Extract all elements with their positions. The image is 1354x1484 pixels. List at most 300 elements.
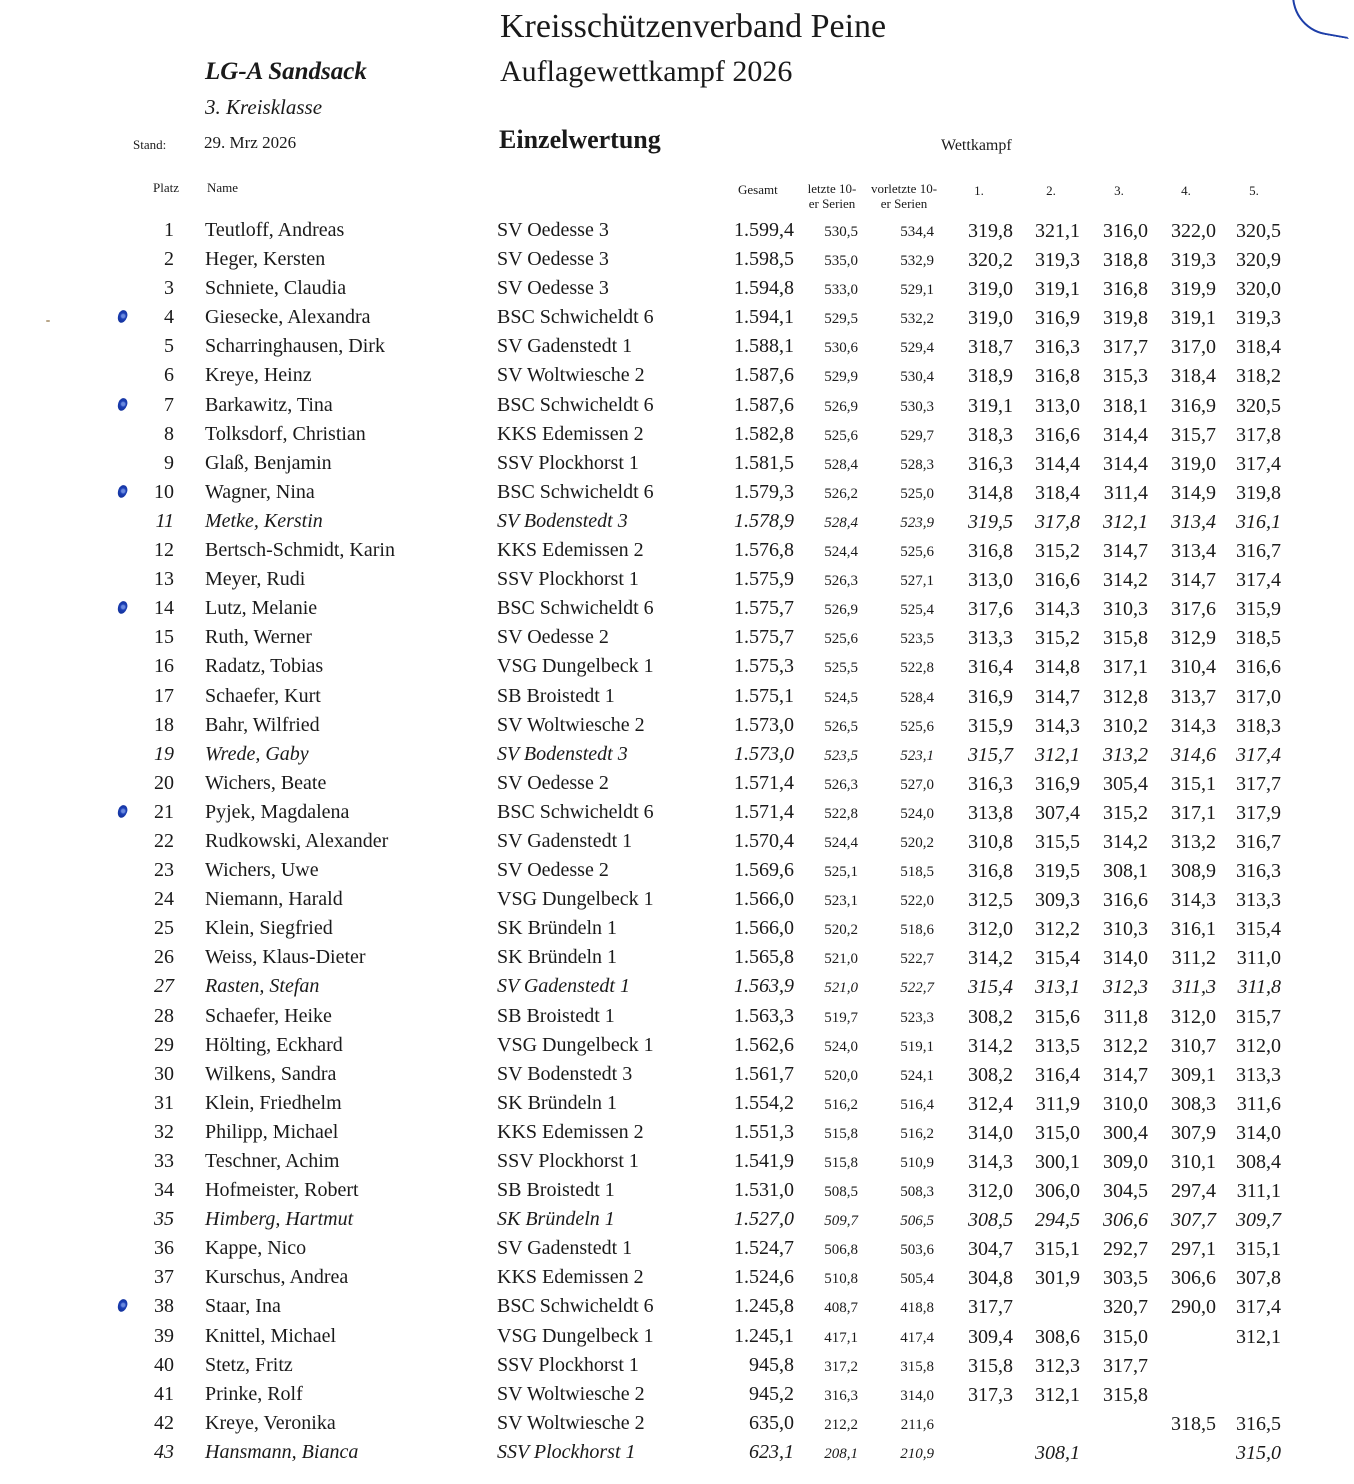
pen-dot-icon: [116, 309, 129, 324]
column-header-wettkampf-2: 2.: [1046, 183, 1056, 198]
cell-wettkampf-5: 315,4: [1236, 918, 1281, 941]
cell-gesamt: 1.531,0: [734, 1179, 794, 1202]
table-row: [0, 450, 1354, 479]
cell-wettkampf-4: 314,7: [1171, 569, 1216, 592]
cell-vorletzte-serien: 417,4: [900, 1329, 934, 1346]
cell-name: Giesecke, Alexandra: [205, 306, 371, 329]
pen-dot-icon: [116, 600, 129, 615]
cell-verein: BSC Schwicheldt 6: [497, 597, 654, 620]
cell-letzte-serien: 521,0: [824, 951, 858, 968]
cell-name: Bahr, Wilfried: [205, 713, 320, 736]
cell-vorletzte-serien: 524,0: [900, 805, 934, 822]
cell-verein: SSV Plockhorst 1: [497, 1150, 639, 1172]
cell-letzte-serien: 535,0: [824, 253, 858, 270]
cell-vorletzte-serien: 315,8: [900, 1358, 934, 1375]
cell-vorletzte-serien: 211,6: [900, 1416, 934, 1433]
table-row: [0, 421, 1354, 450]
cell-gesamt: 1.578,9: [734, 509, 794, 532]
cell-vorletzte-serien: 525,4: [900, 602, 934, 619]
cell-wettkampf-2: 308,1: [1035, 1441, 1080, 1464]
cell-wettkampf-5: 313,3: [1236, 889, 1281, 912]
cell-wettkampf-3: 312,2: [1103, 1034, 1148, 1057]
cell-gesamt: 1.587,6: [734, 364, 794, 387]
cell-verein: BSC Schwicheldt 6: [497, 393, 654, 416]
cell-wettkampf-4: 319,1: [1171, 307, 1216, 330]
table-row: [0, 392, 1354, 421]
cell-wettkampf-1: 316,9: [968, 685, 1013, 708]
cell-wettkampf-2: 315,4: [1035, 947, 1080, 970]
cell-name: Teutloff, Andreas: [205, 219, 345, 241]
cell-platz: 7: [164, 393, 174, 416]
cell-gesamt: 1.575,7: [734, 626, 794, 649]
cell-verein: BSC Schwicheldt 6: [497, 306, 654, 329]
cell-wettkampf-2: 316,4: [1035, 1063, 1080, 1086]
table-row: [0, 1293, 1354, 1322]
cell-wettkampf-1: 317,7: [968, 1296, 1013, 1319]
cell-wettkampf-4: 310,4: [1171, 656, 1216, 679]
cell-wettkampf-5: 320,5: [1236, 220, 1281, 242]
cell-wettkampf-1: 309,4: [968, 1325, 1013, 1348]
cell-verein: SK Bründeln 1: [497, 1208, 615, 1231]
cell-vorletzte-serien: 520,2: [900, 834, 934, 851]
cell-verein: SSV Plockhorst 1: [497, 1440, 636, 1463]
cell-letzte-serien: 519,7: [824, 1009, 858, 1026]
cell-wettkampf-5: 317,4: [1236, 1296, 1281, 1319]
cell-gesamt: 945,2: [749, 1382, 794, 1405]
cell-name: Rasten, Stefan: [205, 975, 320, 998]
cell-wettkampf-1: 304,8: [968, 1267, 1013, 1290]
cell-wettkampf-2: 301,9: [1035, 1267, 1080, 1290]
cell-wettkampf-1: 313,8: [968, 801, 1013, 824]
cell-verein: SV Woltwiesche 2: [497, 713, 645, 736]
cell-wettkampf-3: 303,5: [1103, 1267, 1148, 1290]
cell-wettkampf-2: 315,5: [1035, 830, 1080, 853]
cell-wettkampf-4: 319,9: [1171, 278, 1216, 301]
cell-vorletzte-serien: 528,4: [900, 689, 934, 706]
cell-name: Prinke, Rolf: [205, 1382, 303, 1405]
table-row: [0, 1235, 1354, 1264]
cell-wettkampf-3: 310,3: [1103, 598, 1148, 621]
cell-wettkampf-2: 312,2: [1035, 918, 1080, 941]
cell-wettkampf-4: 308,9: [1171, 860, 1216, 883]
cell-wettkampf-2: 314,3: [1035, 598, 1080, 621]
cell-letzte-serien: 528,4: [824, 514, 858, 531]
cell-name: Schaefer, Heike: [205, 1004, 332, 1027]
table-row: [0, 1352, 1354, 1381]
cell-verein: KKS Edemissen 2: [497, 1266, 644, 1289]
cell-verein: SV Gadenstedt 1: [497, 975, 630, 998]
cell-platz: 39: [154, 1324, 174, 1347]
cell-wettkampf-5: 316,7: [1236, 830, 1281, 853]
cell-gesamt: 1.524,6: [734, 1266, 794, 1289]
cell-wettkampf-5: 317,0: [1236, 685, 1281, 708]
cell-wettkampf-4: 318,4: [1171, 365, 1216, 388]
table-row: [0, 217, 1354, 246]
cell-letzte-serien: 212,2: [824, 1416, 858, 1433]
cell-wettkampf-4: 315,7: [1171, 423, 1216, 446]
cell-wettkampf-1: 320,2: [968, 249, 1013, 272]
cell-letzte-serien: 208,1: [824, 1445, 858, 1462]
cell-letzte-serien: 529,5: [824, 311, 858, 328]
pen-mark-arc: [1286, 0, 1354, 39]
column-header-wettkampf-5: 5.: [1249, 183, 1259, 198]
cell-wettkampf-1: 314,0: [968, 1121, 1013, 1144]
cell-vorletzte-serien: 508,3: [900, 1184, 934, 1201]
cell-gesamt: 1.554,2: [734, 1091, 794, 1114]
cell-wettkampf-1: 308,5: [968, 1209, 1013, 1232]
table-row: [0, 1090, 1354, 1119]
cell-verein: BSC Schwicheldt 6: [497, 480, 654, 503]
cell-wettkampf-2: 316,6: [1035, 569, 1080, 592]
cell-gesamt: 1.579,3: [734, 480, 794, 503]
cell-verein: SV Oedesse 3: [497, 248, 609, 271]
cell-name: Ruth, Werner: [205, 626, 312, 649]
cell-letzte-serien: 525,6: [824, 427, 858, 444]
cell-wettkampf-4: 290,0: [1171, 1296, 1216, 1319]
cell-wettkampf-2: 314,4: [1035, 452, 1080, 475]
cell-wettkampf-3: 292,7: [1103, 1238, 1148, 1261]
cell-name: Niemann, Harald: [205, 888, 343, 911]
table-row: [0, 857, 1354, 886]
cell-wettkampf-1: 315,9: [968, 714, 1013, 737]
cell-wettkampf-2: 316,3: [1035, 336, 1080, 359]
cell-name: Klein, Siegfried: [205, 917, 333, 940]
cell-wettkampf-5: 307,8: [1236, 1267, 1281, 1290]
cell-gesamt: 1.575,1: [734, 684, 794, 707]
cell-vorletzte-serien: 522,8: [900, 660, 934, 677]
cell-name: Wrede, Gaby: [205, 742, 309, 765]
cell-wettkampf-1: 314,2: [968, 1034, 1013, 1057]
cell-name: Teschner, Achim: [205, 1150, 340, 1172]
cell-letzte-serien: 524,4: [824, 544, 858, 561]
cell-wettkampf-5: 318,4: [1236, 336, 1281, 359]
column-header-name: Name: [207, 180, 239, 195]
cell-letzte-serien: 526,3: [824, 573, 858, 590]
cell-platz: 28: [154, 1004, 174, 1027]
cell-name: Metke, Kerstin: [205, 509, 323, 532]
cell-gesamt: 1.594,1: [734, 306, 794, 329]
cell-wettkampf-4: 313,4: [1171, 540, 1216, 563]
cell-name: Glaß, Benjamin: [205, 451, 332, 474]
cell-wettkampf-4: 307,7: [1171, 1209, 1216, 1232]
cell-gesamt: 1.551,3: [734, 1120, 794, 1143]
cell-wettkampf-1: 304,7: [968, 1238, 1013, 1261]
cell-wettkampf-5: 316,3: [1236, 860, 1281, 883]
competition-title: Auflagewettkampf 2026: [500, 55, 793, 88]
cell-wettkampf-2: 312,1: [1035, 1383, 1080, 1406]
cell-name: Kappe, Nico: [205, 1237, 307, 1260]
cell-wettkampf-5: 317,4: [1236, 743, 1281, 766]
cell-wettkampf-3: 318,8: [1103, 249, 1148, 272]
cell-gesamt: 1.570,4: [734, 829, 794, 852]
cell-verein: SV Gadenstedt 1: [497, 335, 633, 358]
cell-platz: 11: [155, 509, 174, 532]
cell-wettkampf-1: 314,2: [968, 947, 1013, 970]
cell-name: Weiss, Klaus-Dieter: [205, 946, 366, 969]
cell-wettkampf-1: 308,2: [968, 1005, 1013, 1028]
cell-wettkampf-3: 311,4: [1103, 481, 1148, 504]
table-row: [0, 362, 1354, 391]
cell-wettkampf-3: 316,0: [1103, 220, 1148, 242]
cell-verein: VSG Dungelbeck 1: [497, 655, 654, 678]
cell-wettkampf-2: 314,3: [1035, 714, 1080, 737]
cell-wettkampf-5: 318,3: [1236, 714, 1281, 737]
cell-name: Kreye, Heinz: [205, 364, 312, 387]
cell-wettkampf-2: 321,1: [1035, 220, 1080, 242]
cell-gesamt: 1.571,4: [734, 771, 794, 794]
cell-verein: KKS Edemissen 2: [497, 1120, 644, 1143]
cell-wettkampf-4: 314,6: [1171, 743, 1216, 766]
cell-vorletzte-serien: 314,0: [900, 1387, 934, 1404]
cell-wettkampf-1: 308,2: [968, 1063, 1013, 1086]
cell-letzte-serien: 524,0: [824, 1038, 858, 1055]
cell-wettkampf-2: 319,5: [1035, 860, 1080, 883]
cell-letzte-serien: 417,1: [824, 1329, 858, 1346]
cell-wettkampf-1: 314,8: [968, 481, 1013, 504]
cell-name: Lutz, Melanie: [205, 597, 318, 620]
cell-wettkampf-3: 314,7: [1103, 540, 1148, 563]
cell-vorletzte-serien: 523,9: [900, 514, 934, 531]
table-row: [0, 712, 1354, 741]
cell-gesamt: 1.527,0: [734, 1208, 794, 1231]
cell-wettkampf-3: 310,2: [1103, 714, 1148, 737]
cell-wettkampf-3: 314,0: [1103, 947, 1148, 970]
cell-letzte-serien: 525,1: [824, 864, 858, 881]
cell-wettkampf-3: 305,4: [1103, 772, 1148, 795]
cell-wettkampf-3: 315,8: [1103, 627, 1148, 650]
cell-gesamt: 1.566,0: [734, 888, 794, 911]
cell-wettkampf-1: 318,7: [968, 336, 1013, 359]
cell-name: Hansmann, Bianca: [205, 1440, 359, 1463]
cell-verein: SV Woltwiesche 2: [497, 364, 645, 387]
cell-wettkampf-2: 315,6: [1035, 1005, 1080, 1028]
cell-vorletzte-serien: 525,6: [900, 544, 934, 561]
cell-letzte-serien: 526,9: [824, 398, 858, 415]
cell-wettkampf-5: 315,1: [1236, 1238, 1281, 1261]
cell-wettkampf-4: 297,1: [1171, 1238, 1216, 1261]
cell-name: Hölting, Eckhard: [205, 1033, 343, 1056]
cell-vorletzte-serien: 523,5: [900, 631, 934, 648]
cell-verein: SV Bodenstedt 3: [497, 1062, 633, 1085]
cell-verein: SV Oedesse 3: [497, 219, 609, 241]
cell-wettkampf-5: 308,4: [1236, 1151, 1281, 1173]
cell-wettkampf-3: 300,4: [1103, 1121, 1148, 1144]
pen-dot-icon: [116, 484, 129, 499]
cell-verein: SSV Plockhorst 1: [497, 1353, 639, 1376]
cell-letzte-serien: 515,8: [824, 1155, 858, 1171]
cell-verein: SV Woltwiesche 2: [497, 1382, 645, 1405]
cell-wettkampf-5: 312,0: [1236, 1034, 1281, 1057]
table-row: [0, 653, 1354, 682]
cell-wettkampf-4: 313,4: [1171, 510, 1216, 533]
cell-wettkampf-3: 314,2: [1103, 830, 1148, 853]
wettkampf-group-header: Wettkampf: [941, 137, 1012, 154]
cell-vorletzte-serien: 516,2: [900, 1125, 934, 1142]
cell-verein: SSV Plockhorst 1: [497, 451, 639, 474]
cell-name: Himberg, Hartmut: [205, 1208, 354, 1231]
cell-platz: 12: [154, 539, 174, 562]
cell-gesamt: 1.575,3: [734, 655, 794, 678]
cell-name: Kreye, Veronika: [205, 1411, 336, 1434]
cell-platz: 21: [154, 800, 174, 823]
cell-wettkampf-5: 318,5: [1236, 627, 1281, 650]
table-row: [0, 683, 1354, 712]
pen-dot-icon: [116, 396, 129, 411]
cell-name: Hofmeister, Robert: [205, 1179, 359, 1202]
cell-wettkampf-5: 311,1: [1236, 1180, 1281, 1203]
cell-letzte-serien: 521,0: [824, 980, 858, 997]
cell-wettkampf-2: 308,6: [1035, 1325, 1080, 1348]
cell-vorletzte-serien: 505,4: [900, 1271, 934, 1288]
cell-name: Knittel, Michael: [205, 1324, 337, 1347]
table-row: [0, 275, 1354, 304]
cell-wettkampf-2: 315,2: [1035, 540, 1080, 563]
table-row: [0, 886, 1354, 915]
cell-wettkampf-5: 315,0: [1236, 1441, 1281, 1464]
cell-vorletzte-serien: 522,7: [900, 951, 934, 968]
cell-vorletzte-serien: 518,5: [900, 864, 934, 881]
cell-platz: 20: [154, 771, 174, 794]
table-row: [0, 1264, 1354, 1293]
cell-platz: 6: [164, 364, 174, 387]
cell-wettkampf-2: 315,1: [1035, 1238, 1080, 1261]
cell-wettkampf-3: 316,8: [1103, 278, 1148, 301]
cell-gesamt: 1.575,7: [734, 597, 794, 620]
cell-wettkampf-5: 309,7: [1236, 1209, 1281, 1232]
cell-wettkampf-4: 312,0: [1171, 1005, 1216, 1028]
cell-letzte-serien: 526,5: [824, 718, 858, 735]
cell-name: Wichers, Beate: [205, 771, 327, 794]
cell-wettkampf-2: 313,1: [1035, 976, 1080, 999]
cell-vorletzte-serien: 532,9: [900, 253, 934, 270]
cell-verein: KKS Edemissen 2: [497, 539, 644, 562]
table-row: [0, 770, 1354, 799]
cell-wettkampf-5: 316,7: [1236, 540, 1281, 563]
table-row: [0, 595, 1354, 624]
cell-letzte-serien: 530,6: [824, 340, 858, 357]
cell-platz: 16: [154, 655, 174, 678]
table-row: [0, 1323, 1354, 1352]
cell-wettkampf-1: 319,5: [968, 510, 1013, 533]
cell-wettkampf-5: 317,9: [1236, 801, 1281, 824]
table-row: [0, 479, 1354, 508]
cell-wettkampf-4: 306,6: [1171, 1267, 1216, 1290]
cell-wettkampf-3: 314,4: [1103, 423, 1148, 446]
cell-wettkampf-3: 319,8: [1103, 307, 1148, 330]
cell-vorletzte-serien: 527,1: [900, 573, 934, 590]
cell-letzte-serien: 530,5: [824, 224, 858, 240]
cell-wettkampf-3: 316,6: [1103, 889, 1148, 912]
cell-wettkampf-2: 312,3: [1035, 1354, 1080, 1377]
cell-wettkampf-2: 317,8: [1035, 510, 1080, 533]
cell-platz: 33: [154, 1150, 174, 1172]
cell-name: Klein, Friedhelm: [205, 1091, 342, 1114]
table-row: [0, 828, 1354, 857]
cell-verein: SB Broistedt 1: [497, 1179, 615, 1202]
cell-wettkampf-2: 311,9: [1035, 1092, 1080, 1115]
cell-wettkampf-1: 317,3: [968, 1383, 1013, 1406]
cell-gesamt: 1.599,4: [734, 219, 794, 241]
column-header-wettkampf-1: 1.: [974, 183, 984, 198]
cell-wettkampf-5: 320,9: [1236, 249, 1281, 272]
cell-gesamt: 1.582,8: [734, 422, 794, 445]
results-table: [0, 217, 1354, 1468]
cell-letzte-serien: 510,8: [824, 1271, 858, 1288]
cell-letzte-serien: 408,7: [824, 1300, 858, 1317]
cell-vorletzte-serien: 510,9: [900, 1155, 934, 1171]
cell-wettkampf-3: 310,3: [1103, 918, 1148, 941]
cell-wettkampf-1: 316,8: [968, 540, 1013, 563]
table-row: [0, 304, 1354, 333]
cell-name: Wagner, Nina: [205, 480, 315, 503]
cell-name: Pyjek, Magdalena: [205, 800, 350, 823]
table-row: [0, 1032, 1354, 1061]
cell-wettkampf-3: 317,7: [1103, 1354, 1148, 1377]
cell-wettkampf-2: 314,7: [1035, 685, 1080, 708]
cell-wettkampf-2: 319,3: [1035, 249, 1080, 272]
table-row: [0, 799, 1354, 828]
cell-platz: 22: [154, 829, 174, 852]
cell-name: Scharringhausen, Dirk: [205, 335, 385, 358]
cell-name: Schaefer, Kurt: [205, 684, 321, 707]
cell-platz: 8: [164, 422, 174, 445]
table-row: [0, 741, 1354, 770]
cell-wettkampf-5: 317,4: [1236, 452, 1281, 475]
table-row: [0, 566, 1354, 595]
cell-wettkampf-4: 312,9: [1171, 627, 1216, 650]
cell-vorletzte-serien: 529,4: [900, 340, 934, 357]
table-row: [0, 1410, 1354, 1439]
cell-wettkampf-4: 313,2: [1171, 830, 1216, 853]
cell-vorletzte-serien: 522,0: [900, 893, 934, 910]
cell-wettkampf-1: 316,3: [968, 772, 1013, 795]
table-row: [0, 973, 1354, 1002]
cell-wettkampf-2: 316,6: [1035, 423, 1080, 446]
class-title: LG-A Sandsack: [205, 58, 367, 85]
cell-platz: 5: [164, 335, 174, 358]
cell-wettkampf-3: 318,1: [1103, 394, 1148, 417]
cell-platz: 42: [154, 1411, 174, 1434]
cell-wettkampf-2: 294,5: [1035, 1209, 1080, 1232]
cell-wettkampf-3: 313,2: [1103, 743, 1148, 766]
cell-wettkampf-1: 315,7: [968, 743, 1013, 766]
cell-gesamt: 1.569,6: [734, 859, 794, 882]
cell-wettkampf-3: 317,7: [1103, 336, 1148, 359]
cell-letzte-serien: 522,8: [824, 805, 858, 822]
cell-verein: SB Broistedt 1: [497, 684, 615, 707]
cell-verein: SK Bründeln 1: [497, 1091, 617, 1114]
table-row: [0, 1439, 1354, 1468]
cell-vorletzte-serien: 522,7: [900, 980, 934, 997]
cell-letzte-serien: 525,5: [824, 660, 858, 677]
cell-wettkampf-4: 307,9: [1171, 1121, 1216, 1144]
cell-wettkampf-3: 314,7: [1103, 1063, 1148, 1086]
cell-platz: 15: [154, 626, 174, 649]
column-header-platz: Platz: [153, 180, 179, 195]
cell-vorletzte-serien: 503,6: [900, 1242, 934, 1259]
cell-verein: VSG Dungelbeck 1: [497, 1324, 654, 1347]
cell-wettkampf-4: 314,3: [1171, 889, 1216, 912]
cell-gesamt: 623,1: [749, 1440, 794, 1463]
cell-vorletzte-serien: 532,2: [900, 311, 934, 328]
cell-gesamt: 1.581,5: [734, 451, 794, 474]
cell-wettkampf-2: 318,4: [1035, 481, 1080, 504]
cell-letzte-serien: 520,2: [824, 922, 858, 939]
cell-name: Meyer, Rudi: [205, 568, 306, 591]
cell-gesamt: 1.563,9: [734, 975, 794, 998]
cell-verein: SV Bodenstedt 3: [497, 509, 628, 532]
table-row: [0, 915, 1354, 944]
